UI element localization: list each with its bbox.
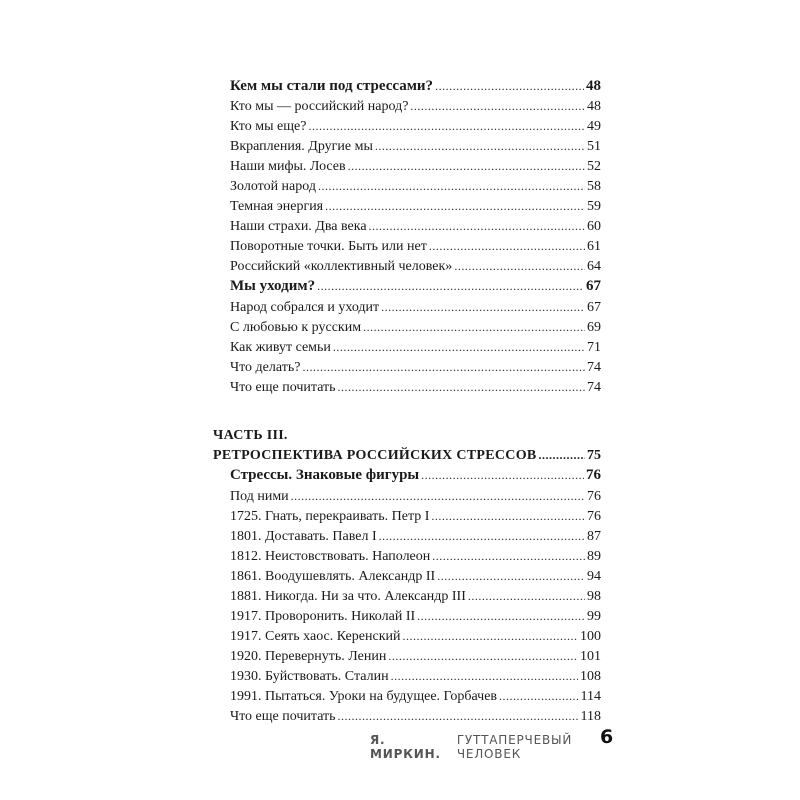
toc-entry-page: 67 [587, 300, 601, 315]
toc-entry-page: 61 [587, 239, 601, 254]
toc-entry-label: 1920. Перевернуть. Ленин [230, 649, 387, 664]
toc-entry-page: 74 [587, 380, 601, 395]
toc-leader-dots [421, 466, 584, 484]
toc-entry [230, 237, 601, 256]
toc-entry [230, 487, 601, 506]
toc-leader-dots [379, 527, 585, 545]
toc-leader-dots [539, 446, 585, 464]
toc-entry-label: 1991. Пытаться. Уроки на будущее. Горбачев [230, 689, 498, 704]
toc-leader-dots [338, 378, 585, 396]
toc-leader-dots [432, 547, 585, 565]
toc-entry-page: 99 [587, 609, 601, 624]
part-heading: ЧАСТЬ III. [213, 428, 288, 443]
toc-entry [230, 647, 601, 666]
toc-leader-dots [325, 197, 585, 215]
footer-book-title: ГУТТАПЕРЧЕВЫЙ ЧЕЛОВЕК [456, 733, 573, 761]
toc-entry-page: 51 [587, 139, 601, 154]
toc-leader-dots [381, 298, 585, 316]
toc-entry-label: 1861. Воодушевлять. Александр II [230, 569, 436, 584]
toc-entry-chapter [230, 466, 601, 484]
toc-leader-dots [308, 117, 585, 135]
toc-entry-page: 76 [587, 489, 601, 504]
toc-entry [230, 338, 601, 357]
part-title-label: РЕТРОСПЕКТИВА РОССИЙСКИХ СТРЕССОВ [213, 448, 537, 463]
toc-entry-label: Российский «коллективный человек» [230, 259, 453, 274]
toc-entry [230, 627, 601, 646]
toc-entry [230, 687, 601, 706]
toc-entry-label: Кем мы стали под стрессами? [230, 78, 434, 94]
toc-entry [230, 177, 601, 196]
toc-entry [230, 318, 601, 337]
toc-leader-dots [391, 667, 578, 685]
toc-leader-dots [363, 318, 585, 336]
toc-leader-dots [402, 627, 578, 645]
toc-entry-label: Золотой народ [230, 179, 316, 194]
toc-entry-label: 1725. Гнать, перекраивать. Петр I [230, 509, 430, 524]
toc-entry [230, 137, 601, 156]
toc-entry-label: Кто мы — российский народ? [230, 99, 409, 114]
toc-leader-dots [499, 687, 578, 705]
toc-entry-label: 1917. Сеять хаос. Керенский [230, 629, 401, 644]
toc-leader-dots [369, 217, 585, 235]
toc-entry-page: 59 [587, 199, 601, 214]
toc-leader-dots [291, 487, 585, 505]
footer-author: Я. МИРКИН. [370, 733, 441, 761]
toc-entry-page: 48 [586, 78, 601, 94]
toc-entry-page: 58 [587, 179, 601, 194]
toc-entry-page: 49 [587, 119, 601, 134]
toc-entry [230, 547, 601, 566]
toc-entry [230, 217, 601, 236]
toc-entry-label: Наши мифы. Лосев [230, 159, 346, 174]
toc-entry [230, 117, 601, 136]
toc-leader-dots [417, 607, 585, 625]
toc-leader-dots [454, 257, 585, 275]
toc-leader-dots [410, 97, 585, 115]
toc-entry-page: 114 [580, 689, 601, 704]
toc-entry [230, 157, 601, 176]
toc-entry-label: Поворотные точки. Быть или нет [230, 239, 427, 254]
toc-entry-page: 94 [587, 569, 601, 584]
toc-entry-label: Вкрапления. Другие мы [230, 139, 373, 154]
toc-entry-label: 1881. Никогда. Ни за что. Александр III [230, 589, 466, 604]
page-number: 6 [600, 726, 614, 748]
toc-entry-page: 64 [587, 259, 601, 274]
toc-entry [230, 257, 601, 276]
toc-entry-label: Как живут семьи [230, 340, 331, 355]
toc-leader-dots [388, 647, 578, 665]
toc-entry-label: 1801. Доставать. Павел I [230, 529, 377, 544]
toc-entry [230, 507, 601, 526]
toc-entry-label: Мы уходим? [230, 278, 316, 294]
toc-entry-page: 101 [580, 649, 601, 664]
toc-entry-label: Народ собрался и уходит [230, 300, 380, 315]
toc-entry-page: 71 [587, 340, 601, 355]
toc-entry-page: 76 [586, 467, 601, 483]
toc-entry-label: Наши страхи. Два века [230, 219, 367, 234]
toc-leader-dots [437, 567, 585, 585]
toc-leader-dots [468, 587, 585, 605]
toc-entry-page: 69 [587, 320, 601, 335]
toc-entry [230, 707, 601, 726]
toc-leader-dots [318, 177, 585, 195]
toc-entry [230, 97, 601, 116]
toc-entry-page: 89 [587, 549, 601, 564]
toc-leader-dots [302, 358, 585, 376]
toc-entry-label: Под ними [230, 489, 289, 504]
toc-entry-page: 76 [587, 509, 601, 524]
toc-entry-page: 100 [580, 629, 601, 644]
toc-entry-label: Что еще почитать [230, 380, 336, 395]
toc-entry-label: Что еще почитать [230, 709, 336, 724]
toc-entry-label: 1917. Проворонить. Николай II [230, 609, 416, 624]
toc-entry [230, 378, 601, 397]
toc-leader-dots [431, 507, 585, 525]
toc-entry-label: С любовью к русским [230, 320, 362, 335]
toc-entry-page: 108 [580, 669, 601, 684]
toc-entry-page: 87 [587, 529, 601, 544]
toc-entry-label: Что делать? [230, 360, 301, 375]
toc-entry-page: 48 [587, 99, 601, 114]
toc-entry-label: Темная энергия [230, 199, 324, 214]
toc-entry [230, 587, 601, 606]
toc-entry [230, 527, 601, 546]
toc-leader-dots [338, 707, 579, 725]
toc-entry-page: 118 [580, 709, 601, 724]
toc-entry-label: 1812. Неистовствовать. Наполеон [230, 549, 431, 564]
toc-leader-dots [375, 137, 585, 155]
toc-entry-page: 52 [587, 159, 601, 174]
toc-entry-label: 1930. Буйствовать. Сталин [230, 669, 389, 684]
toc-leader-dots [333, 338, 585, 356]
toc-entry [230, 567, 601, 586]
toc-entry-page: 60 [587, 219, 601, 234]
toc-entry-label: Кто мы еще? [230, 119, 307, 134]
toc-leader-dots [348, 157, 585, 175]
toc-leader-dots [317, 277, 584, 295]
part-title-page: 75 [587, 448, 601, 463]
toc-entry [230, 667, 601, 686]
toc-leader-dots [435, 77, 584, 95]
toc-entry-page: 74 [587, 360, 601, 375]
toc-entry [230, 358, 601, 377]
toc-entry-chapter [230, 77, 601, 95]
toc-entry-label: Стрессы. Знаковые фигуры [230, 467, 420, 483]
toc-entry-chapter [230, 277, 601, 295]
part-title [213, 446, 601, 465]
toc-entry [230, 607, 601, 626]
toc-entry [230, 298, 601, 317]
toc-entry [230, 197, 601, 216]
toc-entry-page: 67 [586, 278, 601, 294]
toc-entry-page: 98 [587, 589, 601, 604]
running-footer [370, 733, 620, 761]
toc-leader-dots [429, 237, 585, 255]
